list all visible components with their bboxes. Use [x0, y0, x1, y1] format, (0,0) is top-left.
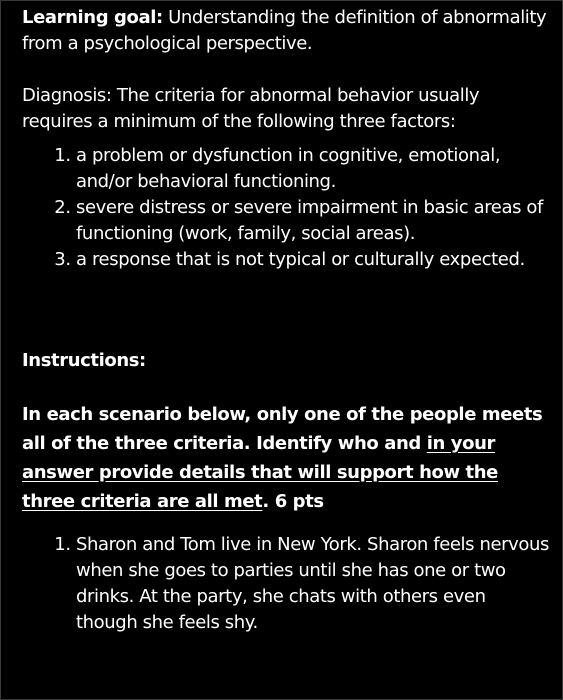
scenario-item: 1. Sharon and Tom live in New York. Sharon feels nervous when she goes to parties until she has one or two drinks. At the party, she chats with others even though she feels shy.: [76, 532, 552, 636]
scenario-list: [22, 532, 552, 636]
instructions-text-end: . 6 pts: [262, 491, 324, 512]
criteria-item: 3. a response that is not typical or culturally expected.: [76, 247, 552, 273]
instructions-heading: Instructions:: [22, 350, 146, 371]
learning-goal: [22, 5, 552, 57]
criteria-item: 2. severe distress or severe impairment in basic areas of functioning (work, family, social areas).: [76, 195, 552, 247]
diagnosis-text: Diagnosis: The criteria for abnormal behavior usually requires a minimum of the following three factors:: [22, 85, 480, 132]
learning-goal-text: Understanding the definition of abnormality from a psychological perspective.: [22, 7, 547, 54]
instructions-text: [22, 400, 552, 516]
instructions-text-plain: In each scenario below, only one of the people meets all of the three criteria. Identify who and: [22, 404, 543, 454]
document-content: [22, 5, 552, 636]
learning-goal-label: Learning goal:: [22, 7, 163, 28]
criteria-item: 1. a problem or dysfunction in cognitive, emotional, and/or behavioral functioning.: [76, 143, 552, 195]
criteria-list: [22, 143, 552, 273]
instructions-text-underlined: in your answer provide details that will support how the three criteria are all met: [22, 433, 498, 512]
